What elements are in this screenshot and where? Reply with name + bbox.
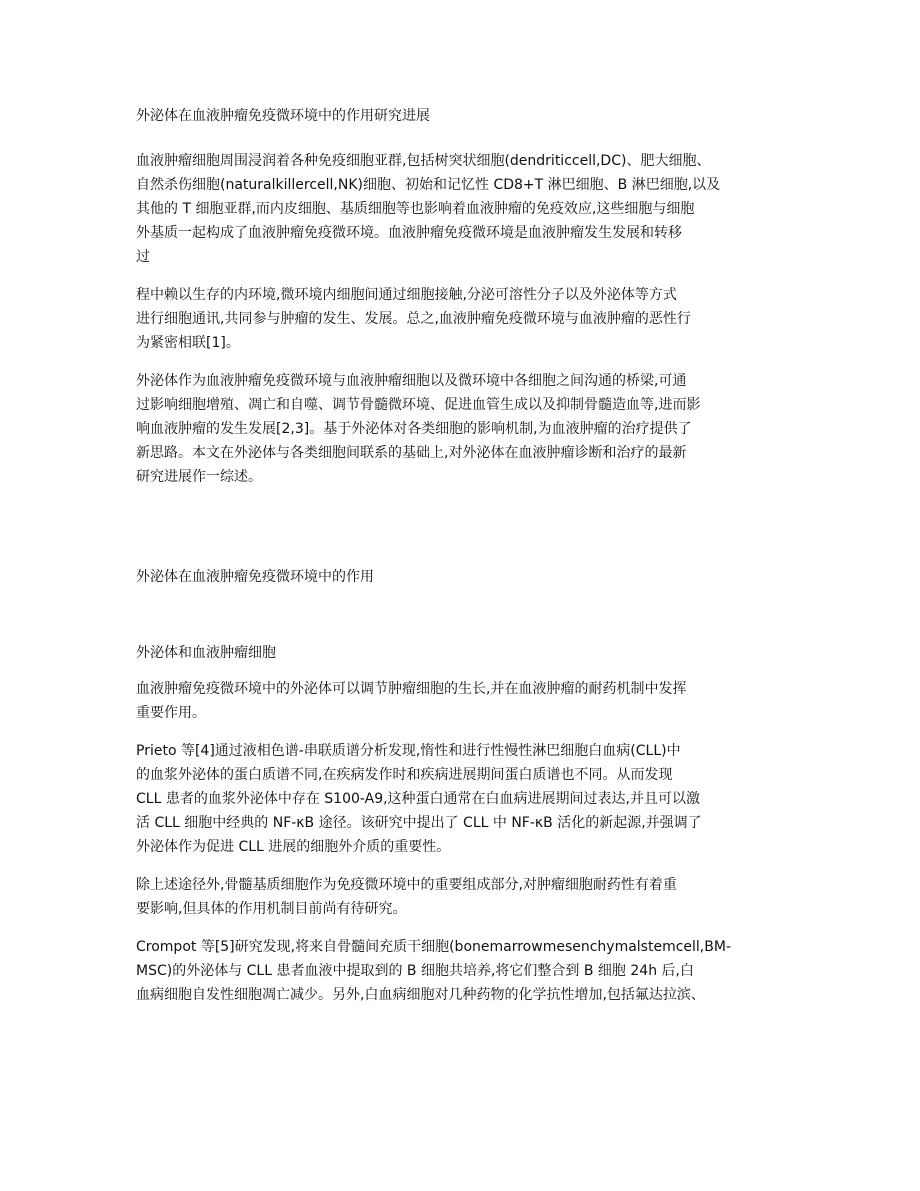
text-line: 过	[136, 249, 150, 265]
body-paragraph-5	[136, 739, 788, 859]
body-paragraph-4	[136, 677, 788, 725]
subsection-heading: 外泌体和血液肿瘤细胞	[136, 645, 276, 661]
text-line: 外基质一起构成了血液肿瘤免疫微环境。血液肿瘤免疫微环境是血液肿瘤发生发展和转移	[136, 225, 682, 241]
text-line: 新思路。本文在外泌体与各类细胞间联系的基础上,对外泌体在血液肿瘤诊断和治疗的最新	[136, 445, 687, 461]
body-paragraph-6	[136, 873, 788, 921]
section-heading: 外泌体在血液肿瘤免疫微环境中的作用	[136, 569, 374, 585]
text-line: 外泌体作为血液肿瘤免疫微环境与血液肿瘤细胞以及微环境中各细胞之间沟通的桥梁,可通	[136, 373, 687, 389]
text-line: 外泌体作为促进 CLL 进展的细胞外介质的重要性。	[136, 839, 451, 855]
text-line: CLL 患者的血浆外泌体中存在 S100-A9,这种蛋白通常在白血病进展期间过表达,并且可以激	[136, 791, 701, 807]
body-paragraph-7	[136, 935, 788, 1007]
text-line: 活 CLL 细胞中经典的 NF-κB 途径。该研究中提出了 CLL 中 NF-κB 活化的新起源,并强调了	[136, 815, 702, 831]
text-line: 要影响,但具体的作用机制目前尚有待研究。	[136, 901, 407, 917]
intro-paragraph-3	[136, 369, 788, 489]
text-line: 自然杀伤细胞(naturalkillercell,NK)细胞、初始和记忆性 CD8+T 淋巴细胞、B 淋巴细胞,以及	[136, 177, 721, 193]
text-line: 程中赖以生存的内环境,微环境内细胞间通过细胞接触,分泌可溶性分子以及外泌体等方式	[136, 287, 677, 303]
text-line: 响血液肿瘤的发生发展[2,3]。基于外泌体对各类细胞的影响机制,为血液肿瘤的治疗提供了	[136, 421, 692, 437]
text-line: 其他的 T 细胞亚群,而内皮细胞、基质细胞等也影响着血液肿瘤的免疫效应,这些细胞与细胞	[136, 201, 695, 217]
text-line: 的血浆外泌体的蛋白质谱不同,在疾病发作时和疾病进展期间蛋白质谱也不同。从而发现	[136, 767, 673, 783]
intro-paragraph-2	[136, 283, 788, 355]
text-line: Crompot 等[5]研究发现,将来自骨髓间充质干细胞(bonemarrowmesenchymalstemcell,BM-	[136, 939, 731, 955]
text-line: Prieto 等[4]通过液相色谱-串联质谱分析发现,惰性和进行性慢性淋巴细胞白血病(CLL)中	[136, 743, 681, 759]
text-line: 血液肿瘤细胞周围浸润着各种免疫细胞亚群,包括树突状细胞(dendriticcell,DC)、肥大细胞、	[136, 153, 711, 169]
text-line: 过影响细胞增殖、凋亡和自噬、调节骨髓微环境、促进血管生成以及抑制骨髓造血等,进而影	[136, 397, 701, 413]
text-line: 研究进展作一综述。	[136, 469, 262, 485]
text-line: 血病细胞自发性细胞凋亡减少。另外,白血病细胞对几种药物的化学抗性增加,包括氟达拉滨、	[136, 987, 705, 1003]
text-line: 血液肿瘤免疫微环境中的外泌体可以调节肿瘤细胞的生长,并在血液肿瘤的耐药机制中发挥	[136, 681, 687, 697]
document-title: 外泌体在血液肿瘤免疫微环境中的作用研究进展	[136, 108, 430, 124]
text-line: 进行细胞通讯,共同参与肿瘤的发生、发展。总之,血液肿瘤免疫微环境与血液肿瘤的恶性行	[136, 311, 691, 327]
text-line: 为紧密相联[1]。	[136, 335, 240, 351]
intro-paragraph-1	[136, 149, 788, 269]
document-page	[136, 104, 788, 1007]
text-line: MSC)的外泌体与 CLL 患者血液中提取到的 B 细胞共培养,将它们整合到 B 细胞 24h 后,白	[136, 963, 694, 979]
text-line: 重要作用。	[136, 705, 206, 721]
text-line: 除上述途径外,骨髓基质细胞作为免疫微环境中的重要组成部分,对肿瘤细胞耐药性有着重	[136, 877, 677, 893]
